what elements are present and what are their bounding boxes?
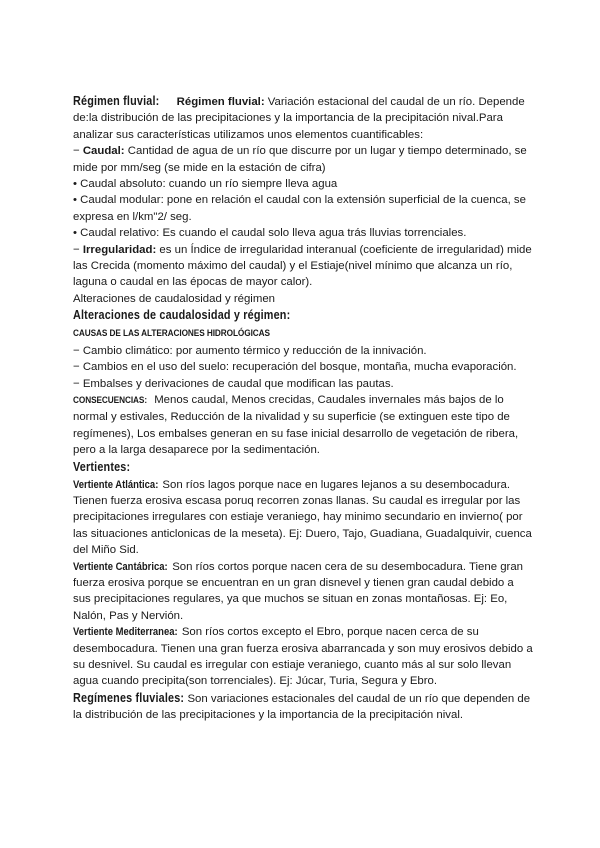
vertiente-label: Vertiente Atlántica: (73, 478, 159, 491)
causa-item: − Cambio climático: por aumento térmico y reducción de la innivación. (73, 344, 427, 357)
vertiente-cantabrica (73, 559, 533, 625)
vertiente-atlantica (73, 477, 533, 559)
caudal-term: Caudal: (82, 145, 125, 158)
vertiente-label: Vertiente Cantábrica: (73, 560, 168, 573)
irregularidad-dash: − (73, 243, 83, 256)
regimen-paragraph (73, 93, 533, 143)
consecuencias-text: Menos caudal, Menos crecidas, Caudales invernales más bajos de lo normal y estivales, Reducción de la nivalidad y su superficie (se extinguen este tipo de regímenes), Los embalses generan en su fase inicial desarrollo de vegetación de ribera, pero a la larga desaparece por la sedimentación. (73, 393, 519, 457)
alteraciones-heading: Alteraciones de caudalosidad y régimen: (73, 308, 291, 323)
causa-item: − Cambios en el uso del suelo: recuperación del bosque, montaña, mucha evaporación. (73, 361, 517, 374)
causas-heading-line (73, 325, 533, 342)
regimen-bold-term: Régimen fluvial: (176, 96, 265, 108)
irregularidad-term: Irregularidad: (82, 243, 157, 256)
regimen-heading: Régimen fluvial: (73, 94, 160, 108)
caudal-dash: − (73, 145, 83, 158)
irregularidad-paragraph (73, 242, 533, 291)
regimenes-heading: Regímenes fluviales: (73, 690, 185, 705)
vertiente-label: Vertiente Mediterranea: (73, 626, 178, 639)
causa-item: − Embalses y derivaciones de caudal que modifican las pautas. (73, 377, 394, 390)
caudal-bullet: • Caudal absoluto: cuando un río siempre lleva agua (73, 178, 338, 191)
alteraciones-heading-line (73, 307, 533, 325)
regimenes-paragraph (73, 690, 533, 724)
irregularidad-text: es un Índice de irregularidad interanual (coeficiente de irregularidad) mide las Crecida (momento máximo del caudal) y el Estiaje(nivel mínimo que alcanza un río, laguna o caudal en las épocas de mayor calor). (73, 243, 532, 289)
consecuencias-label: CONSECUENCIAS: (73, 394, 147, 406)
consecuencias-paragraph (73, 392, 533, 459)
caudal-bullet: • Caudal relativo: Es cuando el caudal solo lleva agua trás lluvias torrenciales. (73, 227, 467, 240)
document-body (73, 93, 533, 724)
vertiente-text: Son ríos lagos porque nace en lugares lejanos a su desembocadura. Tienen fuerza erosiva escasa poruq recorren zonas llanas. Su caudal es irregular por las precipitaciones irregulares con estiaje veraniego, hay minimo secundario en invierno( por las situaciones anticlonicas de la meseta). Ej: Duero, Tajo, Guadiana, Guadalquivir, cuenca del Miño Sid. (73, 478, 532, 557)
caudal-bullet: • Caudal modular: pone en relación el caudal con la extensión superficial de la cuenca, se expresa en l/km"2/ seg. (73, 194, 526, 223)
vertientes-heading-line (73, 459, 533, 477)
regimenes-text: Son variaciones estacionales del caudal de un río que dependen de la distribución de las precipitaciones y la importancia de la precipitación nival. (73, 692, 531, 722)
caudal-paragraph (73, 143, 533, 176)
regimen-definition: Variación estacional del caudal de un río. Depende de:la distribución de las precipitaciones y la importancia de la precipitación nival.Para analizar sus características utilizamos unos elementos cuantificables: (73, 96, 525, 141)
caudal-text: Cantidad de agua de un río que discurre por un lugar y tiempo determinado, se mide por mm/seg (se mide en la estación de cifra) (73, 145, 527, 174)
vertiente-text: Son ríos cortos porque nacen cera de su desembocadura. Tiene gran fuerza erosiva porque se encuentran en un gran disnevel y tienen gran caudal debido a sus precipitaciones regulares, ya que muchos se situan en zonas montañosas. Ej: Eo, Nalón, Pas y Nervión. (73, 560, 524, 622)
vertiente-text: Son ríos cortos excepto el Ebro, porque nacen cerca de su desembocadura. Tienen una gran fuerza erosiva abarrancada y son muy erosivos debido a su desnivel. Su caudal es irregular con estiaje veraniego, cuanto más al sur solo llevan agua cuando precipita(son torrenciales). Ej: Júcar, Turia, Segura y Ebro. (73, 626, 533, 688)
vertientes-heading: Vertientes: (73, 459, 131, 474)
alteraciones-plain-line: Alteraciones de caudalosidad y régimen (73, 292, 275, 305)
causas-heading: CAUSAS DE LAS ALTERACIONES HIDROLÓGICAS (73, 328, 270, 340)
vertiente-mediterranea (73, 624, 533, 690)
